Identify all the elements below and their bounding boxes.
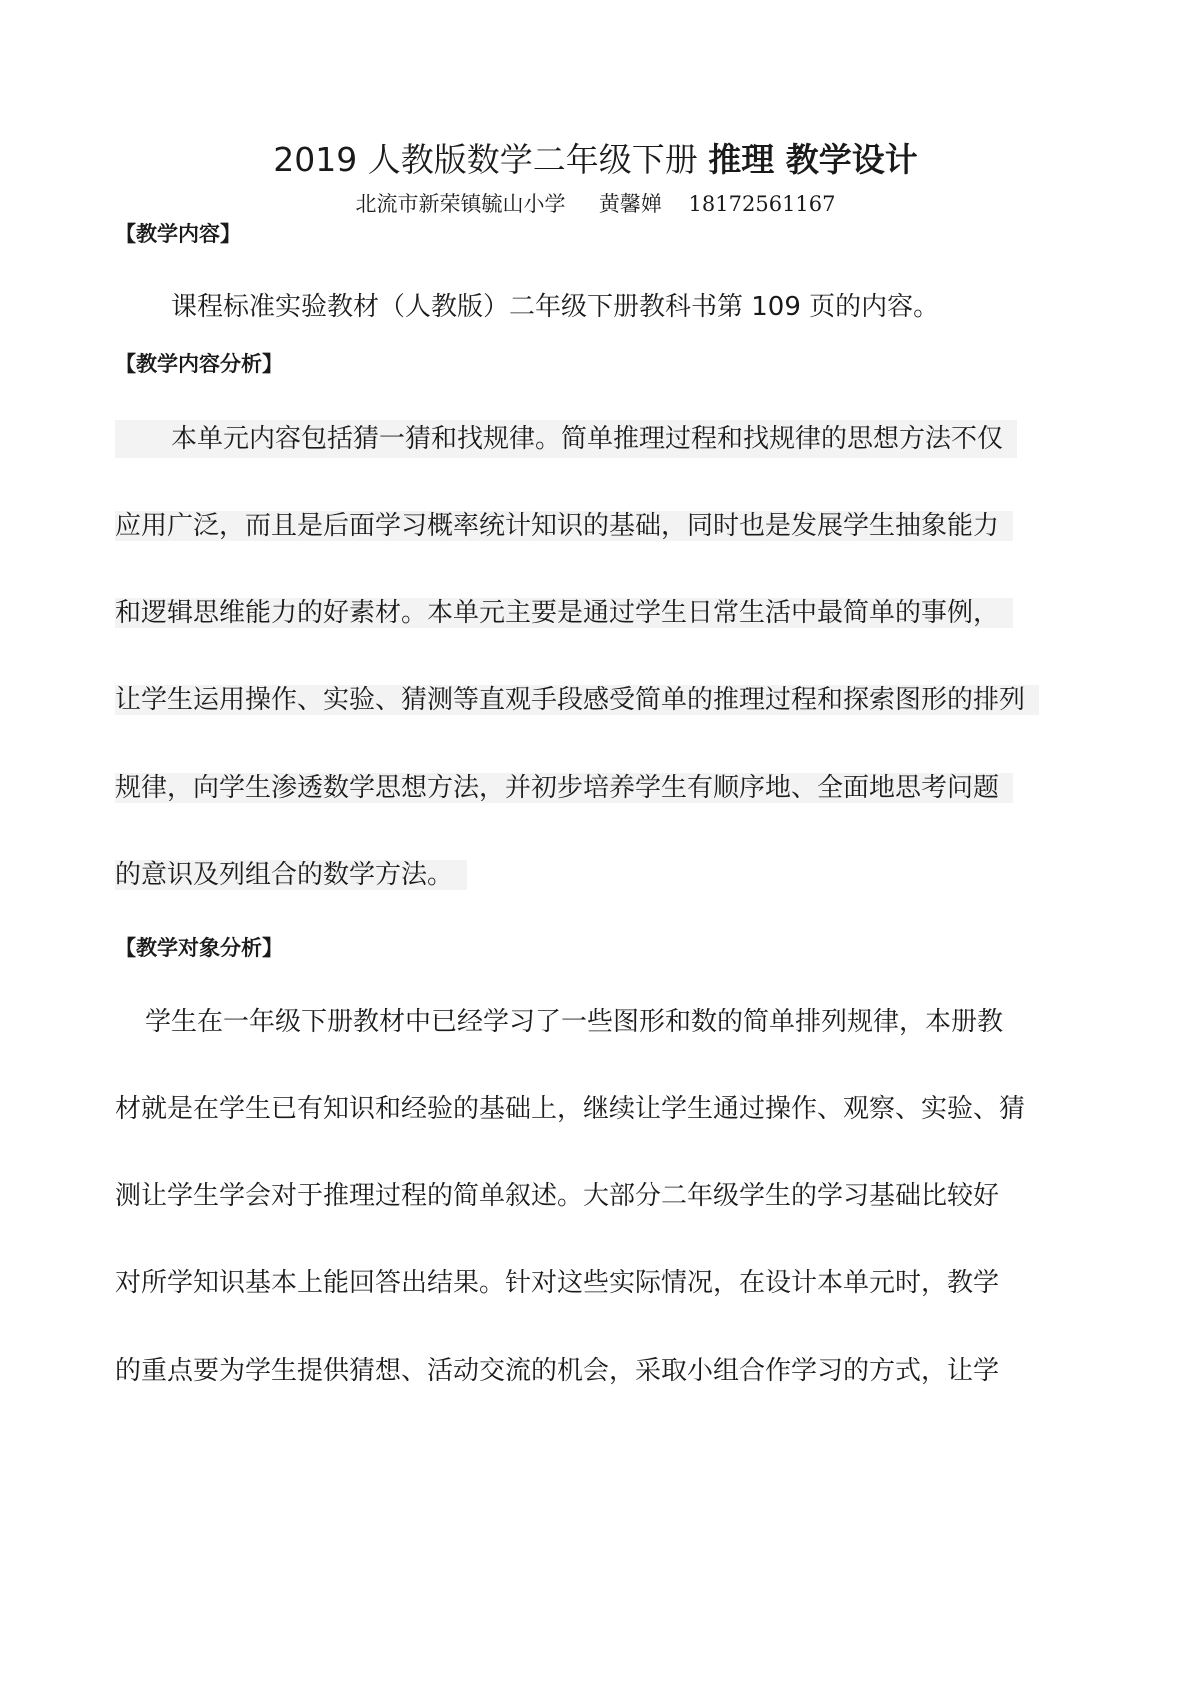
analysis-line-text: 规律，向学生渗透数学思想方法，并初步培养学生有顺序地、全面地思考问题 bbox=[115, 773, 1013, 803]
object-line: 测让学生学会对于推理过程的简单叙述。大部分二年级学生的学习基础比较好 bbox=[115, 1181, 1000, 1211]
object-line: 材就是在学生已有知识和经验的基础上，继续让学生通过操作、观察、实验、猜 bbox=[115, 1094, 1026, 1124]
analysis-line bbox=[115, 507, 1013, 545]
heading-object-analysis: 【教学对象分析】 bbox=[115, 936, 283, 960]
content-paragraph: 课程标准实验教材（人教版）二年级下册教科书第 109 页的内容。 bbox=[171, 292, 940, 322]
page-title bbox=[0, 138, 1191, 182]
analysis-line-text: 和逻辑思维能力的好素材。本单元主要是通过学生日常生活中最简单的事例， bbox=[115, 598, 1013, 628]
object-line: 学生在一年级下册教材中已经学习了一些图形和数的简单排列规律，本册教 bbox=[145, 1007, 1004, 1037]
analysis-line-text: 让学生运用操作、实验、猜测等直观手段感受简单的推理过程和探索图形的排列 bbox=[115, 685, 1039, 715]
author-line: 北流市新荣镇毓山小学 黄馨婵 18172561167 bbox=[355, 192, 836, 216]
object-line: 的重点要为学生提供猜想、活动交流的机会，采取小组合作学习的方式，让学 bbox=[115, 1356, 1000, 1386]
analysis-line-text: 的意识及列组合的数学方法。 bbox=[115, 860, 467, 890]
heading-content-analysis: 【教学内容分析】 bbox=[115, 352, 283, 376]
analysis-line-text: 本单元内容包括猜一猜和找规律。简单推理过程和找规律的思想方法不仅 bbox=[115, 420, 1017, 458]
analysis-line-text: 应用广泛，而且是后面学习概率统计知识的基础，同时也是发展学生抽象能力 bbox=[115, 511, 1013, 541]
analysis-line bbox=[115, 681, 1039, 719]
title-part-2: 推理 教学设计 bbox=[708, 140, 918, 179]
object-line: 对所学知识基本上能回答出结果。针对这些实际情况，在设计本单元时，教学 bbox=[115, 1268, 1000, 1298]
analysis-line bbox=[115, 856, 467, 894]
heading-teaching-content: 【教学内容】 bbox=[115, 222, 241, 246]
analysis-line bbox=[115, 594, 1013, 632]
analysis-line bbox=[115, 769, 1013, 807]
analysis-line bbox=[115, 420, 1017, 458]
title-part-1: 2019 人教版数学二年级下册 bbox=[273, 140, 709, 179]
